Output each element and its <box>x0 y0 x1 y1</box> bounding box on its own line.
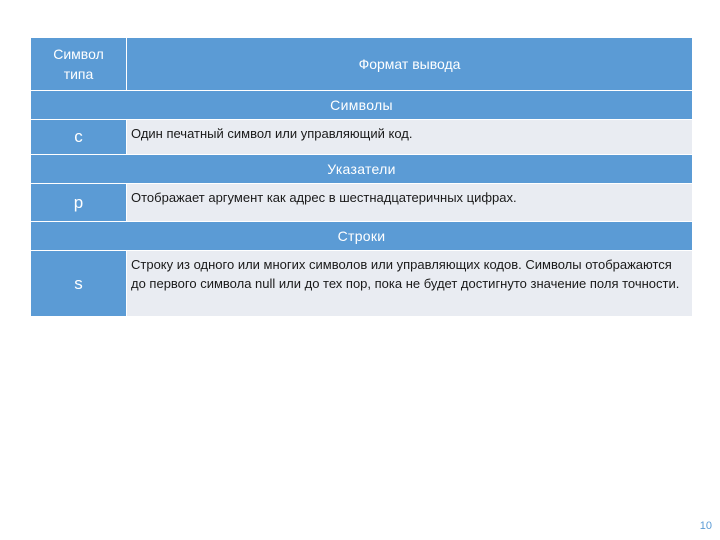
header-symbol-type <box>31 38 127 91</box>
section-row-pointers <box>31 155 693 184</box>
slide-number: 10 <box>699 520 712 532</box>
section-title: Символы <box>31 91 693 120</box>
format-specifier-table <box>30 37 693 317</box>
type-symbol: p <box>31 184 127 222</box>
type-symbol: c <box>31 120 127 155</box>
table-row <box>31 120 693 155</box>
type-symbol: s <box>31 251 127 317</box>
header-output-format-label: Формат вывода <box>358 56 461 72</box>
section-row-strings <box>31 222 693 251</box>
format-description: Один печатный символ или управляющий код. <box>127 120 693 155</box>
section-title: Указатели <box>31 155 693 184</box>
table-row <box>31 251 693 317</box>
section-title: Строки <box>31 222 693 251</box>
table-header-row <box>31 38 693 91</box>
format-description: Отображает аргумент как адрес в шестнадцатеричных цифрах. <box>127 184 693 222</box>
section-row-characters <box>31 91 693 120</box>
table-row <box>31 184 693 222</box>
header-symbol-type-label: Символ типа <box>53 46 104 82</box>
format-description: Строку из одного или многих символов или управляющих кодов. Символы отображаются до первого символа null или до тех пор, пока не будет достигнуто значение поля точности. <box>127 251 693 317</box>
header-output-format <box>127 38 693 91</box>
